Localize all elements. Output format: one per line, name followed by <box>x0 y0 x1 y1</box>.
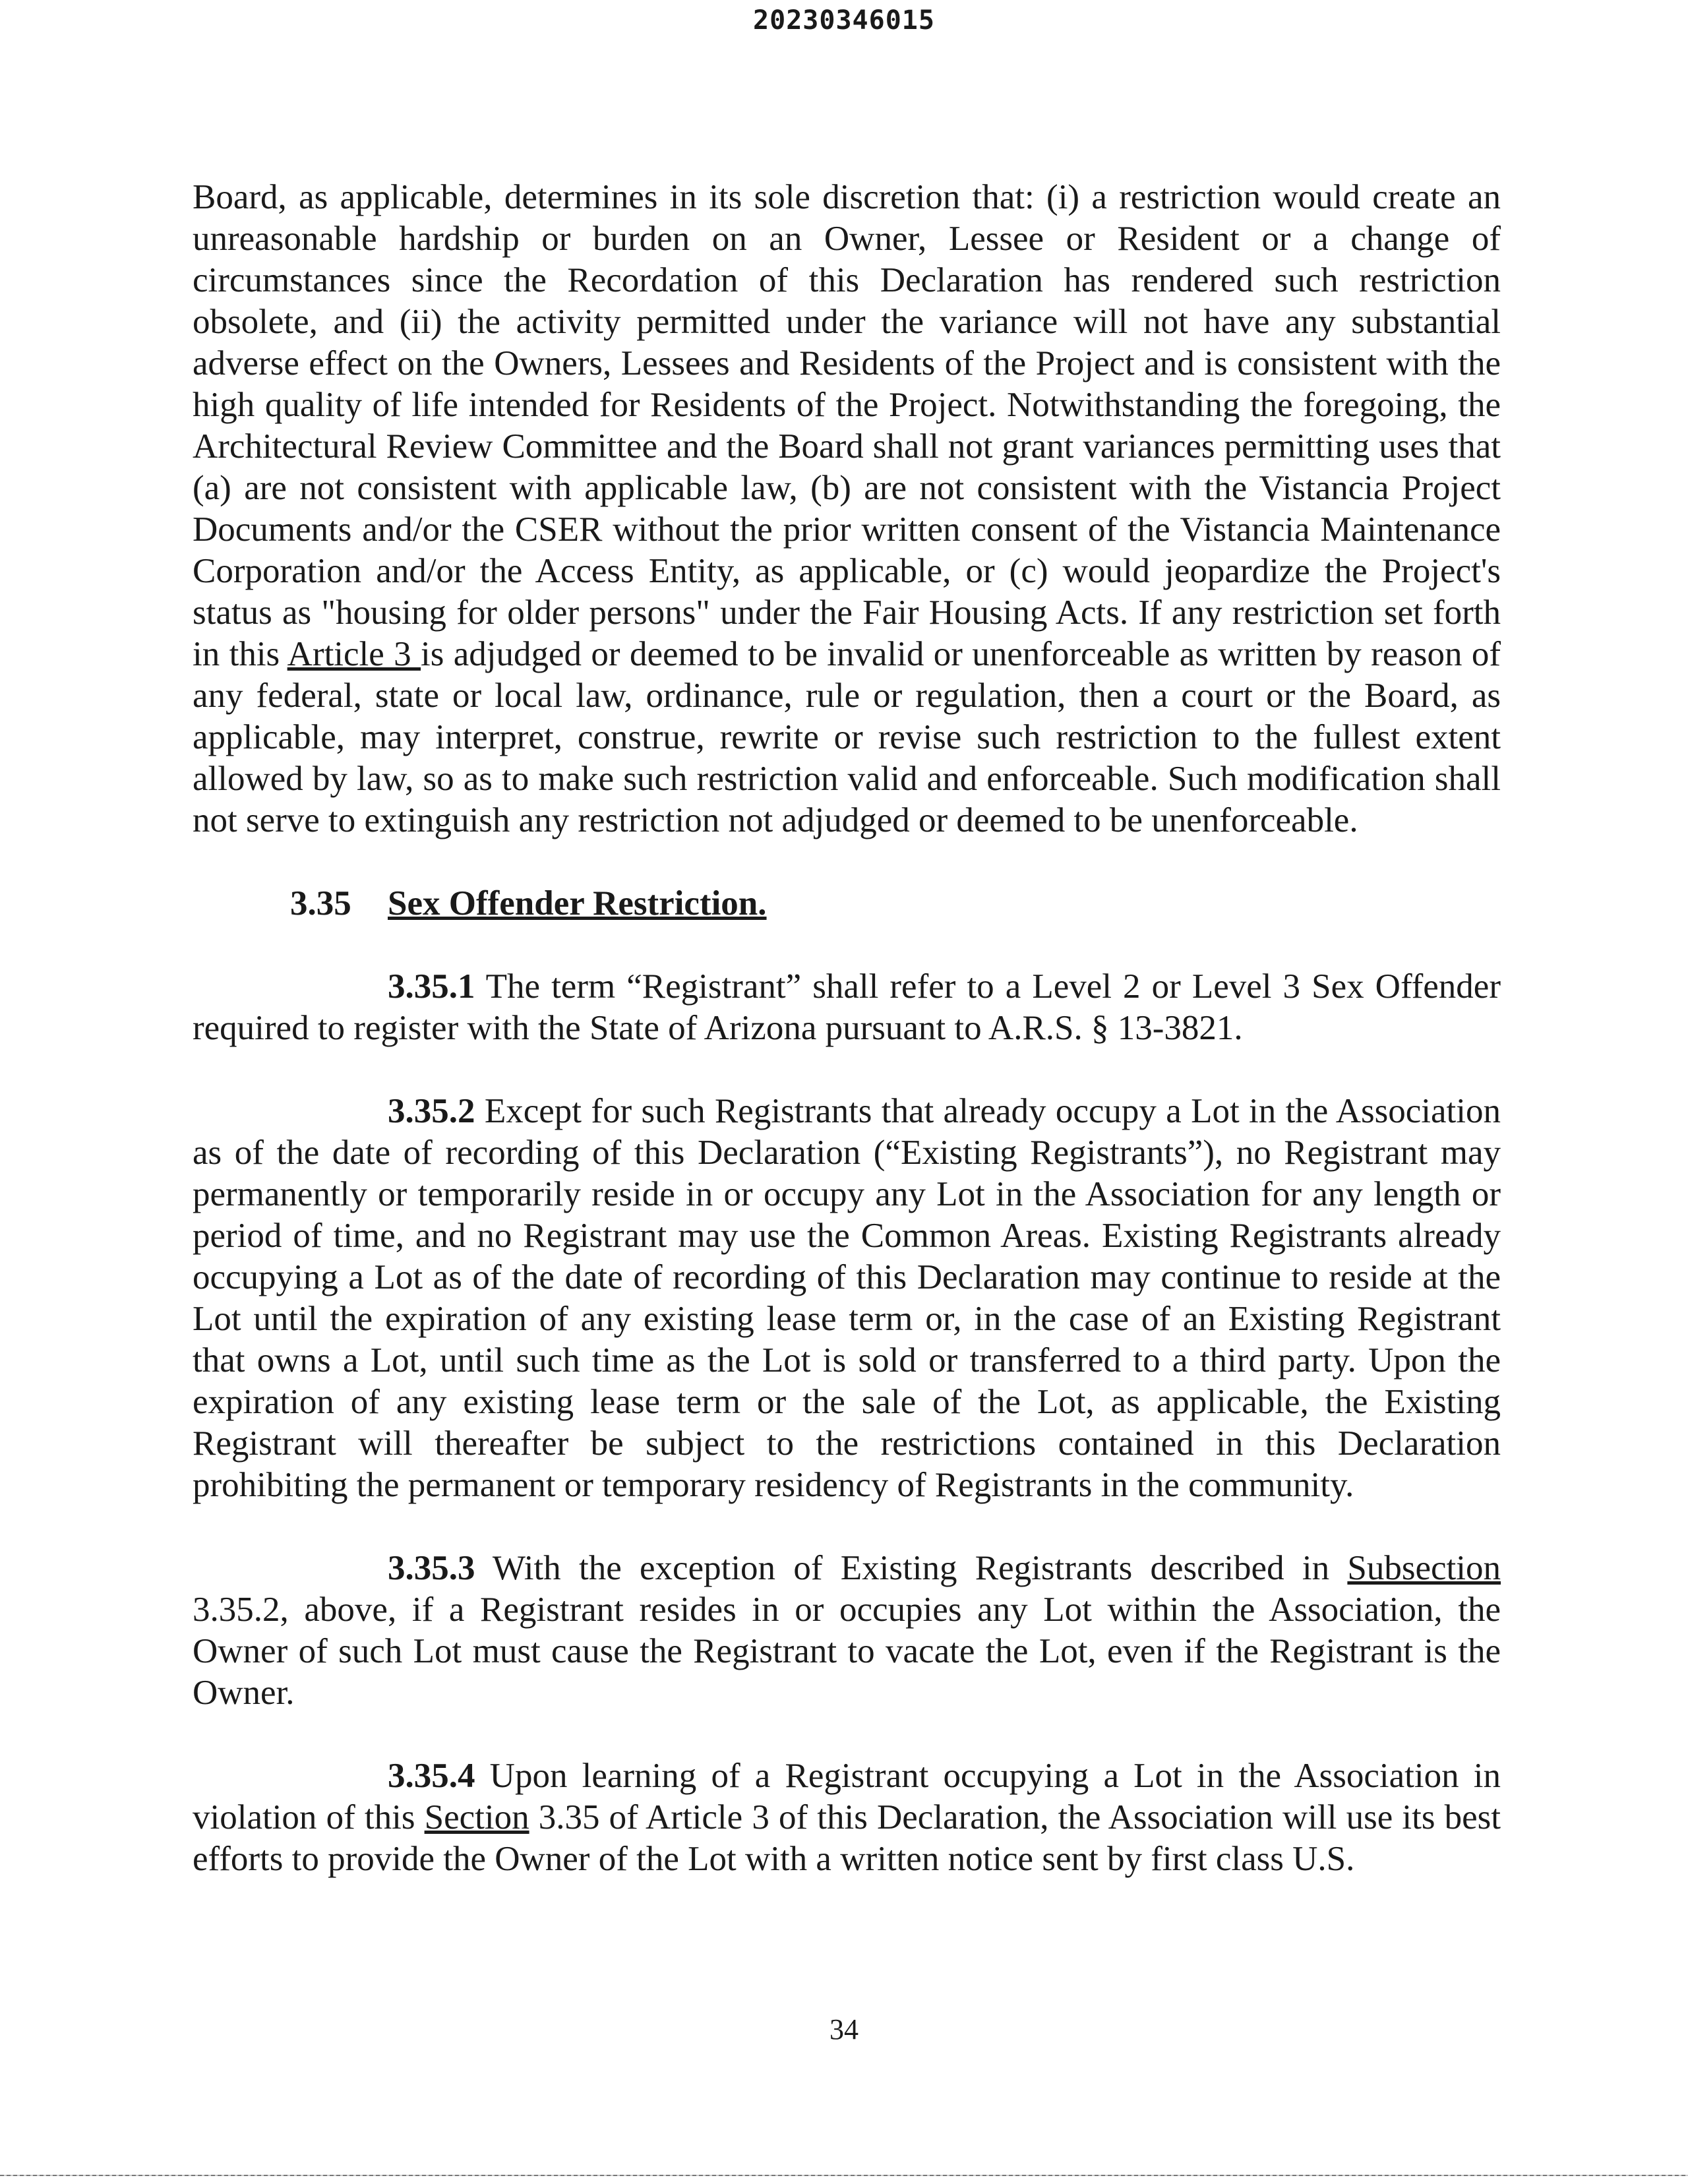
intro-paragraph <box>193 177 1501 841</box>
subsection-number: 3.35.4 <box>388 1757 475 1795</box>
subsection-number: 3.35.2 <box>388 1092 475 1130</box>
document-number: 20230346015 <box>753 5 935 36</box>
section-number: 3.35 <box>290 884 351 923</box>
subsection-text: Except for such Registrants that already occupy a Lot in the Association as of the date of recording of this Declaration (“Existing Registrants”), no Registrant may permanently or temporarily reside in or occupy any Lot in the Association for any length or period of time, and no Registrant may use the Common Areas. Existing Registrants already occupying a Lot as of the date of recording of this Declaration may continue to reside at the Lot until the expiration of any existing lease term or, in the case of an Existing Registrant that owns a Lot, until such time as the Lot is sold or transferred to a third party. Upon the expiration of any existing lease term or the sale of the Lot, as applicable, the Existing Registrant will thereafter be subject to the restrictions contained in this Declaration prohibiting the permanent or temporary residency of Registrants in the community. <box>193 1092 1501 1504</box>
subsection-3-35-4 <box>193 1755 1501 1880</box>
subsection-number: 3.35.1 <box>388 967 475 1006</box>
subsection-3-35-2 <box>193 1091 1501 1506</box>
subsection-3-35-3 <box>193 1548 1501 1714</box>
page-body <box>193 177 1501 1880</box>
page-number: 34 <box>829 2013 859 2046</box>
intro-text-before: Board, as applicable, determines in its sole discretion that: (i) a restriction would create an unreasonable hardship or burden on an Owner, Lessee or Resident or a change of circumstances since the Recordation of this Declaration has rendered such restriction obsolete, and (ii) the activity permitted under the variance will not have any substantial adverse effect on the Owners, Lessees and Residents of the Project and is consistent with the high quality of life intended for Residents of the Project. Notwithstanding the foregoing, the Architectural Review Committee and the Board shall not grant variances permitting uses that (a) are not consistent with applicable law, (b) are not consistent with the Vistancia Project Documents and/or the CSER without the prior written consent of the Vistancia Maintenance Corporation and/or the Access Entity, as applicable, or (c) would jeopardize the Project's status as "housing for older persons" under the Fair Housing Acts. If any restriction set forth in this <box>193 178 1501 673</box>
subsection-number: 3.35.3 <box>388 1549 475 1587</box>
subsection-text-after: 3.35 of Article 3 of this Declaration, the Association will use its best efforts to provide the Owner of the Lot with a written notice sent by first class U.S. <box>193 1798 1501 1878</box>
subsection-text-before: Upon learning of a Registrant occupying a Lot in the Association in violation of this <box>193 1757 1501 1836</box>
article-3-reference: Article 3 <box>287 635 421 673</box>
intro-text-after: is adjudged or deemed to be invalid or unenforceable as written by reason of any federal, state or local law, ordinance, rule or regulation, then a court or the Board, as applicable, may interpret, construe, rewrite or revise such restriction to the fullest extent allowed by law, so as to make such restriction valid and enforceable. Such modification shall not serve to extinguish any restriction not adjudged or deemed to be unenforceable. <box>193 635 1501 839</box>
subsection-text: The term “Registrant” shall refer to a Level 2 or Level 3 Sex Offender required to register with the State of Arizona pursuant to A.R.S. § 13-3821. <box>193 967 1501 1047</box>
section-title: Sex Offender Restriction. <box>388 884 767 923</box>
subsection-3-35-1 <box>193 966 1501 1049</box>
subsection-text-after: 3.35.2, above, if a Registrant resides in or occupies any Lot within the Association, the Owner of such Lot must cause the Registrant to vacate the Lot, even if the Registrant is the Owner. <box>193 1591 1501 1712</box>
section-reference: Section <box>424 1798 529 1836</box>
subsection-reference: Subsection <box>1347 1549 1501 1587</box>
subsection-text-before: With the exception of Existing Registrants described in <box>475 1549 1348 1587</box>
section-heading <box>290 883 1501 925</box>
scan-edge-divider <box>0 2175 1688 2176</box>
